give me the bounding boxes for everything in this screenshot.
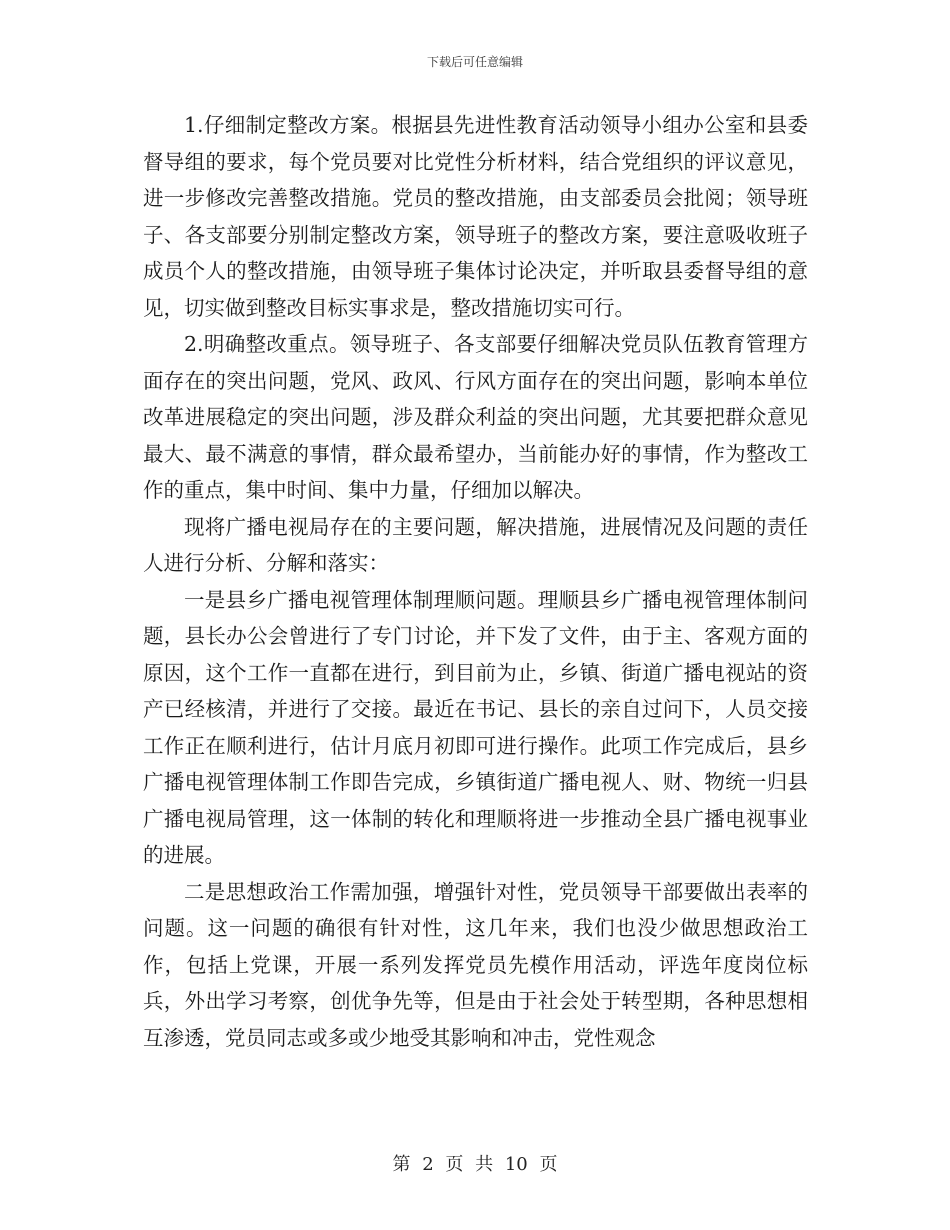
page-number: 第 2 页 共 10 页 (392, 1154, 558, 1175)
paragraph-5: 二是思想政治工作需加强，增强针对性，党员领导干部要做出表率的问题。这一问题的确很有针对性，这几年来，我们也没少做思想政治工作，包括上党课，开展一系列发挥党员先模作用活动，评选年度岗位标兵，外出学习考察，创优争先等，但是由于社会处于转型期，各种思想相互渗透，党员同志或多或少地受其影响和冲击，党性观念 (143, 879, 808, 1050)
page-header: 下载后可任意编辑 (426, 55, 523, 69)
document-body (143, 107, 808, 1056)
paragraph-2: 2.明确整改重点。领导班子、各支部要仔细解决党员队伍教育管理方面存在的突出问题，党风、政风、行风方面存在的突出问题，影响本单位改革进展稳定的突出问题，涉及群众利益的突出问题，尤其要把群众意见最大、最不满意的事情，群众最希望办，当前能办好的事情，作为整改工作的重点，集中时间、集中力量，仔细加以解决。 (143, 332, 808, 502)
paragraph-3: 现将广播电视局存在的主要问题，解决措施，进展情况及问题的责任人进行分析、分解和落实： (143, 514, 808, 575)
paragraph-4: 一是县乡广播电视管理体制理顺问题。理顺县乡广播电视管理体制问题，县长办公会曾进行了专门讨论，并下发了文件，由于主、客观方面的原因，这个工作一直都在进行，到目前为止，乡镇、街道广播电视站的资产已经核清，并进行了交接。最近在书记、县长的亲自过问下，人员交接工作正在顺利进行，估计月底月初即可进行操作。此项工作完成后，县乡广播电视管理体制工作即告完成，乡镇街道广播电视人、财、物统一归县广播电视局管理，这一体制的转化和理顺将进一步推动全县广播电视事业的进展。 (143, 587, 808, 867)
paragraph-1: 1.仔细制定整改方案。根据县先进性教育活动领导小组办公室和县委督导组的要求，每个党员要对比党性分析材料，结合党组织的评议意见，进一步修改完善整改措施。党员的整改措施，由支部委员会批阅；领导班子、各支部要分别制定整改方案，领导班子的整改方案，要注意吸收班子成员个人的整改措施，由领导班子集体讨论决定，并听取县委督导组的意见，切实做到整改目标实事求是，整改措施切实可行。 (143, 113, 808, 320)
